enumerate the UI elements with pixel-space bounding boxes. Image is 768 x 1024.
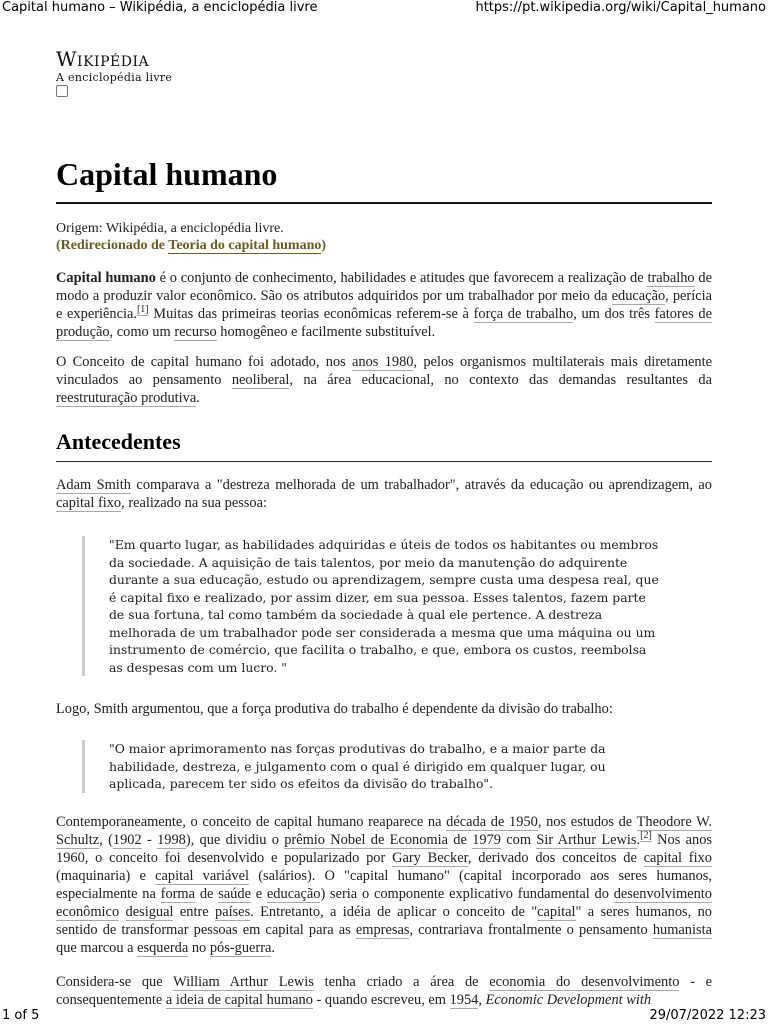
redirect-suffix: ) xyxy=(321,238,327,253)
article-content xyxy=(56,150,712,1009)
link-forma[interactable]: forma xyxy=(160,885,196,902)
link-desigual[interactable]: desigual xyxy=(125,903,174,920)
redirect-link[interactable]: Teoria do capital humano xyxy=(168,238,322,253)
link-recurso[interactable]: recurso xyxy=(174,324,217,340)
paragraph-4: Logo, Smith argumentou, que a força produtiva do trabalho é dependente da divisão do trabalho: xyxy=(56,701,613,717)
link-empresas[interactable]: empresas xyxy=(355,921,410,938)
link-decada-1950[interactable]: década de 1950 xyxy=(446,813,538,830)
link-1979[interactable]: 1979 xyxy=(472,831,501,848)
link-educacao-2[interactable]: educação xyxy=(266,885,321,902)
print-header xyxy=(0,0,768,16)
bold-term: Capital humano xyxy=(56,270,156,286)
link-1954[interactable]: 1954 xyxy=(449,991,479,1008)
logo-tagline: A enciclopédia livre xyxy=(56,71,173,84)
paragraph-3: Adam Smith comparava a "destreza melhorada de um trabalhador", através da educação ou aprendizagem, ao capital fixo, realizado na sua pessoa: xyxy=(56,477,712,511)
link-capital-fixo[interactable]: capital fixo xyxy=(56,495,122,511)
site-subtitle: Origem: Wikipédia, a enciclopédia livre. xyxy=(56,221,284,236)
link-william-arthur-lewis[interactable]: William Arthur Lewis xyxy=(173,973,314,990)
link-1902[interactable]: 1902 xyxy=(112,831,142,848)
link-neoliberal[interactable]: neoliberal xyxy=(231,372,290,388)
link-capital-fixo-2[interactable]: capital fixo xyxy=(643,849,712,866)
print-page-title: Capital humano – Wikipédia, a enciclopédia livre xyxy=(2,0,318,15)
link-ideia-capital-humano[interactable]: a ideia de capital humano xyxy=(165,991,313,1008)
paragraph-6: Considera-se que William Arthur Lewis tenha criado a área de economia do desenvolvimento - e consequentemente a ideia de capital humano - quando escreveu, em 1954, Economic Development with xyxy=(56,973,713,1008)
blockquote-smith-1 xyxy=(82,536,659,676)
link-capital[interactable]: capital xyxy=(537,903,576,920)
reference-2[interactable]: [2] xyxy=(640,829,652,841)
paragraph-2: O Conceito de capital humano foi adotado, nos anos 1980, pelos organismos multilaterais mais diretamente vinculados ao pensamento neoliberal, na área educacional, no contexto das demandas resultantes da reestruturação produtiva. xyxy=(56,354,712,406)
link-reestruturacao-produtiva[interactable]: reestruturação produtiva xyxy=(56,390,197,406)
link-capital-variavel[interactable]: capital variável xyxy=(155,867,250,884)
link-forca-de-trabalho[interactable]: força de trabalho xyxy=(473,306,574,322)
link-esquerda[interactable]: esquerda xyxy=(137,939,189,956)
link-1998[interactable]: 1998 xyxy=(157,831,186,848)
link-economia-do-desenvolvimento[interactable]: economia do desenvolvimento xyxy=(489,973,680,990)
link-theodore-schultz[interactable]: Theodore W. Schultz xyxy=(56,813,712,848)
link-nobel-economia[interactable]: prêmio Nobel de Economia xyxy=(284,831,448,848)
book-title: Economic Development with xyxy=(485,991,652,1008)
link-trabalho[interactable]: trabalho xyxy=(647,270,695,286)
quote-text-1: "Em quarto lugar, as habilidades adquiridas e úteis de todos os habitantes ou membros da sociedade. A aquisição de tais talentos, por meio da manutenção do adquirente durante a sua educação, estudo ou aprendizagem, sempre custa uma despesa real, que é capital fixo e realizado, por assim dizer, em sua pessoa. Esses talentos, fazem parte de sua fortuna, tal como também da sociedade à qual ele pertence. A destreza melhorada de um trabalhador pode ser considerada a mesma que uma máquina ou um instrumento de comércio, que facilita o trabalho, e que, embora os custos, reembolsa as despesas com um lucro. " xyxy=(109,537,659,675)
link-saude[interactable]: saúde xyxy=(218,885,251,902)
intro-paragraph: Capital humano é o conjunto de conhecimento, habilidades e atitudes que favorecem a realização de trabalho de modo a produzir valor econômico. São os atributos adquiridos por um trabalhador por meio da educação, perícia e experiência.[1] Muitas das primeiras teorias econômicas referem-se à força de trabalho, um dos três fatores de produção, como um recurso homogêneo e facilmente substituível. xyxy=(56,270,713,340)
link-anos-1980[interactable]: anos 1980 xyxy=(352,354,414,370)
redirect-notice xyxy=(56,237,712,255)
reference-1[interactable]: [1] xyxy=(136,304,149,315)
paragraph-5: Contemporaneamente, o conceito de capital humano reaparece na década de 1950, nos estudos de Theodore W. Schultz, (1902 - 1998), que dividiu o prêmio Nobel de Economia de 1979 com Sir Arthur Lewis.[2] Nos anos 1960, o conceito foi desenvolvido e popularizado por Gary Becker, derivado dos conceitos de capital fixo (maquinaria) e capital variável (salários). O "capital humano" (capital incorporado aos seres humanos, especialmente na forma de saúde e educação) seria o componente explicativo fundamental do desenvolvimento econômico desigual entre países. Entretanto, a idéia de aplicar o conceito de "capital" a seres humanos, no sentido de transformar pessoas em capital para as empresas, contrariava frontalmente o pensamento humanista que marcou a esquerda no pós-guerra. xyxy=(56,813,713,956)
print-page-counter: 1 of 5 xyxy=(2,1008,40,1023)
redirect-prefix: (Redirecionado de xyxy=(56,238,169,253)
page-title: Capital humano xyxy=(56,150,712,204)
link-arthur-lewis[interactable]: Sir Arthur Lewis xyxy=(536,831,637,848)
link-educacao[interactable]: educação xyxy=(611,288,666,304)
wikipedia-logo[interactable] xyxy=(56,48,172,84)
link-gary-becker[interactable]: Gary Becker xyxy=(392,849,468,866)
link-humanista[interactable]: humanista xyxy=(652,921,712,938)
print-url: https://pt.wikipedia.org/wiki/Capital_humano xyxy=(475,0,766,15)
link-desenvolvimento-economico[interactable]: desenvolvimento econômico xyxy=(56,885,713,920)
checkbox-icon[interactable] xyxy=(56,85,68,97)
blockquote-smith-2 xyxy=(82,740,659,793)
print-footer xyxy=(0,1008,768,1024)
link-pos-guerra[interactable]: pós-guerra xyxy=(209,939,272,956)
link-paises[interactable]: países xyxy=(215,903,251,920)
quote-text-2: "O maior aprimoramento nas forças produtivas do trabalho, e a maior parte da habilidade, destreza, e julgamento com o qual é dirigido em qualquer lugar, ou aplicada, parecem ter sido os efeitos da divisão do trabalho". xyxy=(109,741,606,791)
section-heading-antecedentes: Antecedentes xyxy=(56,429,712,462)
logo-wordmark: Wikipédia xyxy=(56,47,150,71)
link-fatores-de-producao[interactable]: fatores de produção xyxy=(56,306,712,340)
print-datetime: 29/07/2022 12:23 xyxy=(649,1008,766,1023)
link-adam-smith[interactable]: Adam Smith xyxy=(56,477,131,493)
